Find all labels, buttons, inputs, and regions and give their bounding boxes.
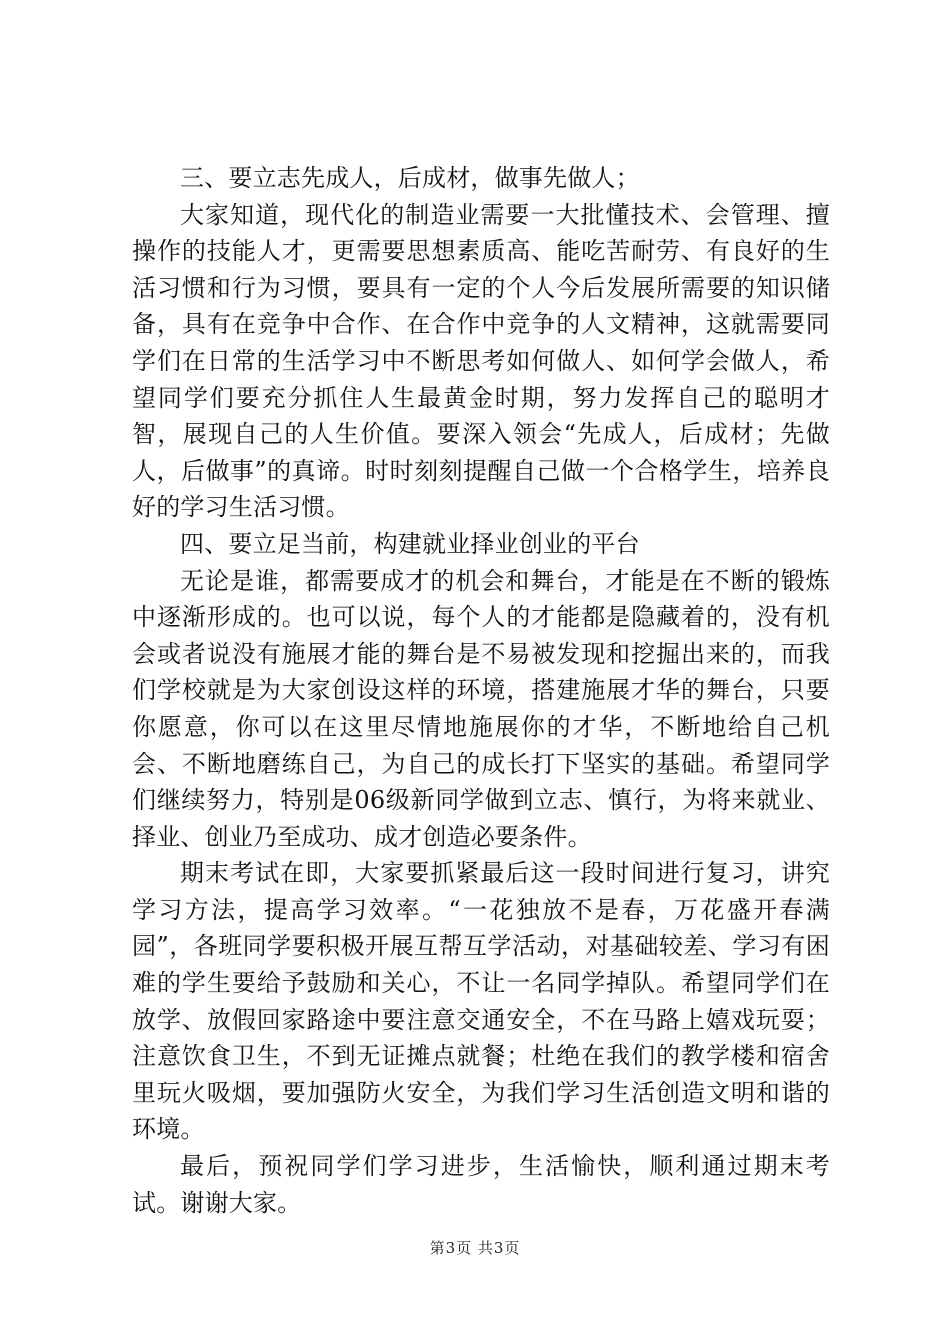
- body-paragraph: 大家知道，现代化的制造业需要一大批懂技术、会管理、擅操作的技能人才，更需要思想素质高、能吃苦耐劳、有良好的生活习惯和行为习惯，要具有一定的个人今后发展所需要的知识储备，具有在竞争中合作、在合作中竞争的人文精神，这就需要同学们在日常的生活学习中不断思考如何做人、如何学会做人，希望同学们要充分抓住人生最黄金时期，努力发挥自己的聪明才智，展现自己的人生价值。要深入领会“先成人，后成材；先做人，后做事”的真谛。时时刻刻提醒自己做一个合格学生，培养良好的学习生活习惯。: [132, 200, 830, 522]
- section-heading-four: 四、要立足当前，构建就业择业创业的平台: [180, 529, 640, 558]
- body-paragraph: 期末考试在即，大家要抓紧最后这一段时间进行复习，讲究学习方法，提高学习效率。“一花独放不是春，万花盛开春满园”，各班同学要积极开展互帮互学活动，对基础较差、学习有困难的学生要给予鼓励和关心，不让一名同学掉队。希望同学们在放学、放假回家路途中要注意交通安全，不在马路上嬉戏玩耍；注意饮食卫生，不到无证摊点就餐；杜绝在我们的教学楼和宿舍里玩火吸烟，要加强防火安全，为我们学习生活创造文明和谐的环境。: [132, 859, 830, 1144]
- closing-paragraph: 最后，预祝同学们学习进步，生活愉快，顺利通过期末考试。谢谢大家。: [132, 1152, 830, 1217]
- section-heading-three: 三、要立志先成人，后成材，做事先做人；: [180, 164, 640, 192]
- document-body: [132, 160, 830, 1221]
- page-number-footer: 第3页 共3页: [429, 1239, 521, 1257]
- body-paragraph: 无论是谁，都需要成才的机会和舞台，才能是在不断的锻炼中逐渐形成的。也可以说，每个人的才能都是隐藏着的，没有机会或者说没有施展才能的舞台是不易被发现和挖掘出来的，而我们学校就是为大家创设这样的环境，搭建施展才华的舞台，只要你愿意，你可以在这里尽情地施展你的才华，不断地给自己机会、不断地磨练自己，为自己的成长打下坚实的基础。希望同学们继续努力，特别是06级新同学做到立志、慎行，为将来就业、择业、创业乃至成功、成才创造必要条件。: [132, 566, 830, 851]
